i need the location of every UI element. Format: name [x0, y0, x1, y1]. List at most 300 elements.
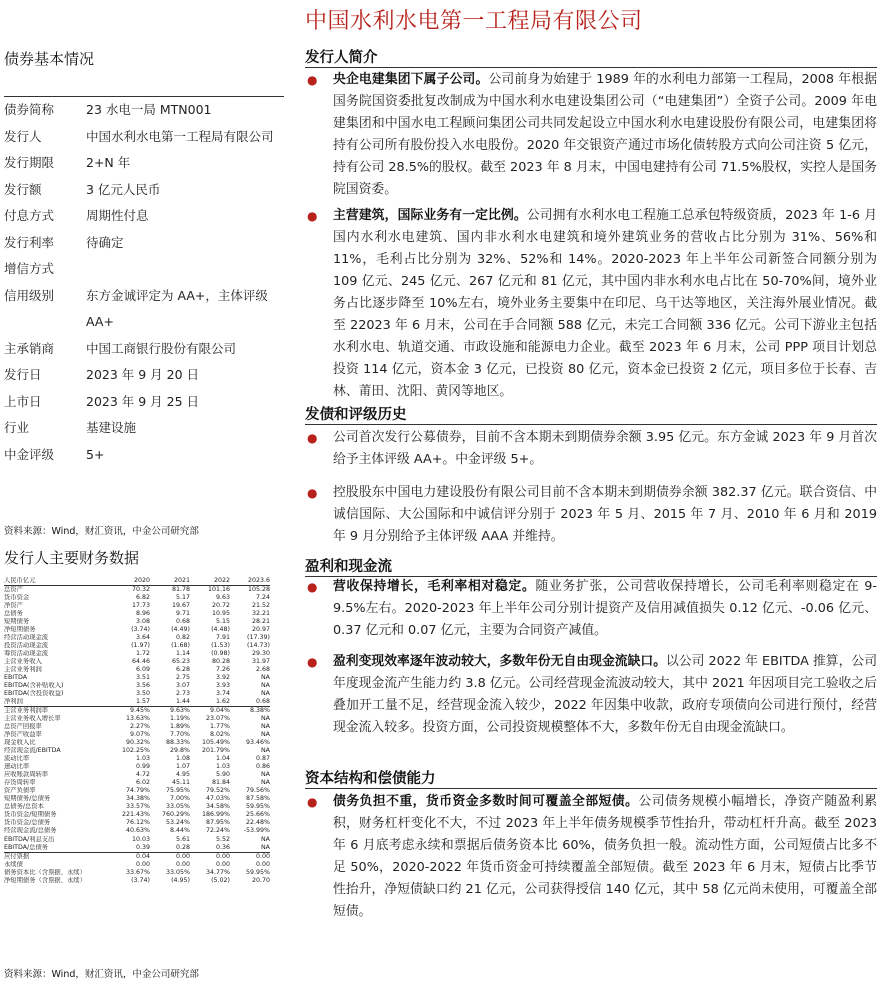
fin-cell: 102.25%: [121, 747, 150, 755]
bullet-dot-icon: ●: [307, 580, 318, 594]
fin-cell: 101.16: [207, 586, 230, 594]
fin-cell: 0.00: [135, 860, 150, 868]
fin-row-label: 主营业务收入增长率: [4, 715, 61, 723]
fin-cell: 6.28: [175, 666, 190, 674]
fin-cell: 9.07%: [129, 731, 150, 739]
bond-row-value: 3 亿元人民币: [86, 181, 161, 197]
fin-cell: 22.48%: [245, 819, 270, 827]
fin-cell: 105.49%: [201, 739, 230, 747]
fin-row-label: 主营业务利润率: [4, 707, 49, 715]
fin-cell: 3.74: [215, 690, 230, 698]
fin-cell: 9.63: [215, 594, 230, 602]
fin-source-note: 资料来源：Wind，财汇资讯，中金公司研究部: [4, 969, 199, 980]
section-heading-capital: 资本结构和偿债能力: [305, 771, 436, 787]
fin-cell: 32.21: [251, 610, 270, 618]
fin-cell: 6.82: [135, 594, 150, 602]
fin-cell: 3.64: [135, 634, 150, 642]
fin-row: [4, 787, 270, 795]
fin-cell: 2.75: [175, 674, 190, 682]
fin-cell: 2.27%: [129, 723, 150, 731]
fin-row: [4, 739, 270, 747]
fin-row: [4, 594, 270, 602]
bond-row: [4, 256, 284, 283]
fin-cell: 72.24%: [205, 827, 230, 835]
fin-cell: 5.17: [175, 594, 190, 602]
fin-row-label: 货币资金: [4, 594, 30, 602]
fin-cell: 13.63%: [125, 715, 150, 723]
fin-row-label: EBITDA/利息支出: [4, 835, 55, 843]
fin-cell: NA: [260, 682, 270, 690]
bond-row-label: 发行期限: [4, 155, 55, 170]
fin-row: [4, 827, 270, 835]
section-heading-rating: 发债和评级历史: [305, 407, 407, 423]
bond-row-value: 中国工商银行股份有限公司: [86, 340, 237, 356]
bond-row-value: 2023 年 9 月 20 日: [86, 367, 200, 382]
section-heading-profit: 盈利和现金流: [305, 559, 392, 575]
fin-cell: 1.04: [215, 755, 230, 763]
fin-cell: 5.52: [215, 835, 230, 843]
fin-cell: 1.89%: [169, 723, 190, 731]
fin-row: [4, 626, 270, 634]
fin-cell: 9.45%: [129, 707, 150, 715]
fin-cell: 5.15: [215, 618, 230, 626]
fin-cell: 8.96: [135, 610, 150, 618]
fin-cell: 59.95%: [245, 868, 270, 876]
fin-cell: 1.77%: [209, 723, 230, 731]
fin-cell: 53.24%: [165, 819, 190, 827]
fin-cell: 0.00: [175, 852, 190, 860]
fin-cell: 3.07: [175, 682, 190, 690]
fin-cell: 5.90: [215, 771, 230, 779]
fin-column-header: 2021: [173, 577, 190, 584]
bullet-rating-2: [305, 482, 877, 548]
fin-cell: 3.50: [135, 690, 150, 698]
fin-cell: 28.21: [251, 618, 270, 626]
bond-row-value: 东方金诚评定为 AA+，主体评级 AA+: [86, 287, 268, 329]
fin-row-label: 主营业务收入: [4, 658, 42, 666]
fin-cell: 4.72: [135, 771, 150, 779]
bond-row: [4, 124, 284, 151]
fin-cell: 34.38%: [125, 795, 150, 803]
bullet-dot-icon: ●: [307, 73, 318, 87]
fin-section-heading: 发行人主要财务数据: [4, 549, 140, 567]
fin-row: [4, 731, 270, 739]
fin-row-label: 净利润: [4, 698, 23, 706]
bullet-text: 公司债务规模小幅增长，净资产随盈利累积，财务杠杆变化不大，不过 2023 年上半年债务规模季节性抬升，带动杠杆升高。截至 2023 年 6 月底考虑永续和票据后债务资本比 60%，债务负担一般。流动性方面，公司短债占比多不足 50%，2020-2022 年货币资金可持续覆盖全部短债。截至 2023 年 6 月末，短债占比季节性抬升，净短债缺口约 21 亿元，公司获得授信 140 亿元，其中 58 亿元尚未使用，可覆盖全部短债。: [333, 794, 878, 919]
fin-cell: 0.86: [255, 763, 270, 771]
fin-cell: 9.04%: [209, 707, 230, 715]
bond-row-label: 增信方式: [4, 261, 55, 276]
fin-row-label: 总债务/总资本: [4, 803, 44, 811]
fin-row: [4, 674, 270, 682]
fin-row: [4, 658, 270, 666]
page-title: 中国水利水电第一工程局有限公司: [305, 9, 643, 34]
bullet-issuer-1: [305, 69, 877, 201]
bullet-capital-1: [305, 791, 877, 923]
fin-cell: 70.32: [131, 586, 150, 594]
fin-cell: 3.92: [215, 674, 230, 682]
bond-row-label: 主承销商: [4, 340, 55, 356]
fin-row-label: 货币资金/总债务: [4, 819, 51, 827]
fin-cell: 0.82: [175, 634, 190, 642]
bullet-dot-icon: ●: [307, 655, 318, 669]
fin-row-label: 总资产回报率: [4, 723, 42, 731]
fin-row: [4, 771, 270, 779]
fin-cell: 88.33%: [165, 739, 190, 747]
fin-cell: 9.63%: [169, 707, 190, 715]
section-divider: [305, 67, 877, 68]
fin-cell: 1.62: [215, 698, 230, 706]
fin-cell: 34.58%: [205, 803, 230, 811]
fin-cell: 21.52: [251, 602, 270, 610]
fin-row-label: 资产负债率: [4, 787, 36, 795]
fin-cell: 1.03: [215, 763, 230, 771]
fin-row-label: 短期债务: [4, 618, 30, 626]
bond-row: [4, 150, 284, 177]
fin-cell: 19.67: [171, 602, 190, 610]
fin-column-header: 2022: [213, 577, 230, 584]
fin-cell: 34.77%: [205, 868, 230, 876]
fin-row-label: 债务资本比（含票据、永续）: [4, 868, 86, 876]
fin-cell: 8.44%: [169, 827, 190, 835]
fin-row-label: 货币资金/短期债务: [4, 811, 57, 819]
fin-row: [4, 877, 270, 885]
fin-cell: 0.39: [135, 843, 150, 851]
fin-row: [4, 586, 270, 594]
fin-cell: 1.07: [175, 763, 190, 771]
fin-cell: (0.98): [211, 650, 230, 658]
fin-row-label: 总资产: [4, 586, 23, 594]
bullet-bold: 营收保持增长，毛利率相对稳定。: [333, 579, 536, 594]
fin-row-label: EBITDA(含补贴收入): [4, 682, 64, 690]
fin-cell: 760.29%: [161, 811, 190, 819]
bullet-text: 控股股东中国电力建设股份有限公司目前不含本期未到期债券余额 382.37 亿元。联合资信、中诚信国际、大公国际和中诚信评分别于 2023 年 5 月、2015 年 7 月、2010 年 6 月和 2019 年 9 月分别给予主体评级 AAA 并维持。: [333, 485, 877, 544]
fin-cell: (4.95): [171, 876, 190, 884]
fin-cell: (3.74): [131, 626, 150, 634]
fin-cell: 9.71: [175, 610, 190, 618]
fin-cell: 1.57: [135, 698, 150, 706]
fin-cell: 7.24: [255, 594, 270, 602]
fin-cell: 29.8%: [169, 747, 190, 755]
fin-row-label: 短期债务/总债务: [4, 795, 51, 803]
fin-cell: NA: [260, 747, 270, 755]
fin-row: [4, 763, 270, 771]
fin-cell: 3.51: [135, 674, 150, 682]
bond-row-value: 23 水电一局 MTN001: [86, 102, 212, 117]
fin-row-label: 应收账款周转率: [4, 771, 49, 779]
fin-row: [4, 723, 270, 731]
fin-cell: 2.73: [175, 690, 190, 698]
fin-row: [4, 715, 270, 723]
fin-cell: 10.03: [131, 835, 150, 843]
fin-cell: 8.02%: [209, 731, 230, 739]
fin-row-label: EBITDA/总债务: [4, 843, 49, 851]
bullet-dot-icon: ●: [307, 431, 318, 445]
bond-row-label: 发行人: [4, 128, 42, 144]
fin-cell: 1.08: [175, 755, 190, 763]
fin-row-label: 永续债: [4, 860, 23, 868]
fin-row-label: 存货周转率: [4, 779, 36, 787]
fin-cell: (1.68): [171, 642, 190, 650]
fin-row-label: 筹资活动现金流: [4, 650, 49, 658]
fin-cell: 20.70: [251, 876, 270, 884]
bond-row: [4, 177, 284, 204]
fin-cell: 4.95: [175, 771, 190, 779]
fin-cell: 7.91: [215, 634, 230, 642]
fin-cell: 31.97: [251, 658, 270, 666]
fin-cell: 3.93: [215, 682, 230, 690]
fin-cell: NA: [260, 779, 270, 787]
bullet-text: 公司拥有水利水电工程施工总承包特级资质，2023 年 1-6 月国内水利水电建筑、国内非水利水电建筑和境外建筑业务的营收占比分别为 31%、56%和 11%，毛利占比分别为 32%、52%和 14%。2020-2023 年上半年公司新签合同额分别为 109 亿元、245 亿元、267 亿元和 81 亿元，其中国内非水利水电占比在 50-70%间，境外业务占比逐步降至 10%左右，境外业务主要集中在印尼、乌干达等地区，关注海外展业情况。截至 22023 年 6 月末，公司在手合同额 588 亿元，未完工合同额 336 亿元。公司下游业主包括水利水电、轨道交通、市政设施和能源电力企业。截至 2023 年 6 月末，公司 PPP 项目计划总投资 114 亿元，资本金 3 亿元，已投资 80 亿元，资本金已投资 2 亿元，项目多位于长春、吉林、莆田、沈阳、黄冈等地区。: [333, 208, 878, 399]
bond-row: [4, 283, 284, 336]
fin-cell: 45.11: [171, 779, 190, 787]
fin-row: [4, 610, 270, 618]
fin-cell: 74.79%: [125, 787, 150, 795]
section-divider: [305, 788, 877, 789]
bullet-text: 公司首次发行公募债券，目前不含本期未到期债券余额 3.95 亿元。东方金诚 2023 年 9 月首次给予主体评级 AA+。中金评级 5+。: [333, 430, 877, 467]
fin-cell: 0.04: [135, 852, 150, 860]
fin-row-label: 主营业务利润: [4, 666, 42, 674]
bullet-text: 公司前身为始建于 1989 年的水利电力部第一工程局，2008 年根据国务院国资委批复改制成为中国水利水电建设集团公司（“电建集团”）全资子公司。2009 年电建集团和中国水电工程顾问集团公司共同发起设立中国水利水电建设股份有限公司，电建集团将持有公司所有股份投入水电股份。2020 年交银资产通过市场化债转股方式向公司注资 5 亿元，持有公司 28.5%的股权。截至 2023 年 8 月末，中国电建持有公司 71.5%股权，实控人是国务院国资委。: [333, 72, 877, 197]
fin-cell: 7.70%: [169, 731, 190, 739]
bond-row-value: 待确定: [86, 234, 124, 250]
fin-row: [4, 690, 270, 698]
bond-row: [4, 442, 284, 469]
fin-row-label: 现金收入比: [4, 739, 36, 747]
fin-cell: 1.44: [175, 698, 190, 706]
fin-row: [4, 844, 270, 853]
fin-cell: (5.02): [211, 876, 230, 884]
bullet-profit-2: [305, 651, 877, 739]
fin-row-label: EBITDA(含投资收益): [4, 690, 64, 698]
fin-row: [4, 795, 270, 803]
fin-row: [4, 707, 270, 715]
fin-cell: 20.72: [211, 602, 230, 610]
fin-column-header: 2023.6: [247, 577, 270, 584]
fin-cell: 8.38%: [249, 707, 270, 715]
fin-cell: 75.95%: [165, 787, 190, 795]
fin-cell: NA: [260, 674, 270, 682]
fin-cell: 33.05%: [165, 803, 190, 811]
fin-cell: 0.00: [215, 852, 230, 860]
fin-cell: 76.12%: [125, 819, 150, 827]
fin-cell: 33.05%: [165, 868, 190, 876]
bond-row-value: 2+N 年: [86, 155, 131, 170]
fin-cell: 3.56: [135, 682, 150, 690]
fin-cell: NA: [260, 723, 270, 731]
fin-cell: 90.32%: [125, 739, 150, 747]
fin-cell: 10.95: [211, 610, 230, 618]
fin-row: [4, 650, 270, 658]
fin-cell: 20.97: [251, 626, 270, 634]
fin-cell: 80.28: [211, 658, 230, 666]
bond-row-value: [86, 256, 284, 283]
bond-row: [4, 362, 284, 389]
bond-row: [4, 230, 284, 257]
fin-cell: (1.53): [211, 642, 230, 650]
bond-row-label: 上市日: [4, 393, 42, 409]
fin-cell: 105.28: [247, 586, 270, 594]
fin-cell: 186.99%: [201, 811, 230, 819]
fin-cell: NA: [260, 731, 270, 739]
fin-cell: 59.95%: [245, 803, 270, 811]
bond-row: [4, 389, 284, 416]
fin-cell: 0.28: [175, 843, 190, 851]
fin-cell: 1.72: [135, 650, 150, 658]
fin-row: [4, 634, 270, 642]
fin-cell: 0.36: [215, 843, 230, 851]
bullet-rating-1: [305, 427, 877, 471]
fin-row: [4, 602, 270, 610]
fin-cell: 5.61: [175, 835, 190, 843]
fin-cell: 0.99: [135, 763, 150, 771]
fin-cell: 17.73: [131, 602, 150, 610]
fin-cell: 201.79%: [201, 747, 230, 755]
financial-table: [4, 577, 270, 885]
fin-row-label: 投资活动现金流: [4, 642, 49, 650]
bond-row: [4, 336, 284, 363]
bond-row-value: 5+: [86, 446, 105, 462]
fin-cell: NA: [260, 843, 270, 851]
bullet-bold: 债务负担不重，货币资金多数时间可覆盖全部短债。: [333, 794, 639, 809]
bond-info-table: [4, 96, 284, 468]
fin-cell: 64.46: [131, 658, 150, 666]
bond-row-value: 中国水利水电第一工程局有限公司: [86, 128, 274, 144]
fin-cell: 25.66%: [245, 811, 270, 819]
fin-cell: 79.56%: [245, 787, 270, 795]
fin-cell: 0.00: [215, 860, 230, 868]
fin-cell: 221.43%: [121, 811, 150, 819]
fin-column-header: 2020: [133, 577, 150, 584]
fin-cell: 0.68: [175, 618, 190, 626]
fin-row-label: 流动比率: [4, 755, 30, 763]
section-divider: [305, 424, 877, 425]
bond-row-label: 信用级别: [4, 287, 55, 303]
fin-cell: 0.00: [175, 860, 190, 868]
bond-source-note: 资料来源：Wind，财汇资讯，中金公司研究部: [4, 526, 199, 537]
fin-row-label: 净短期债务: [4, 626, 36, 634]
fin-row: [4, 811, 270, 819]
bullet-bold: 盈利变现效率逐年波动较大，多数年份无自由现金流缺口。: [333, 654, 667, 669]
bullet-dot-icon: ●: [307, 486, 318, 500]
fin-cell: 7.26: [215, 666, 230, 674]
bond-row-value: 2023 年 9 月 25 日: [86, 393, 200, 409]
bond-row-label: 发行日: [4, 367, 42, 382]
fin-cell: NA: [260, 771, 270, 779]
fin-row-label: 净短期债务（含票据、永续）: [4, 876, 86, 884]
bond-row: [4, 97, 284, 124]
fin-cell: 7.00%: [169, 795, 190, 803]
fin-cell: 33.57%: [125, 803, 150, 811]
fin-row: [4, 618, 270, 626]
fin-row-label: 速动比率: [4, 763, 30, 771]
fin-cell: (14.73): [247, 642, 270, 650]
fin-row-label: 净资产: [4, 602, 23, 610]
fin-row: [4, 836, 270, 844]
fin-cell: 1.14: [175, 650, 190, 658]
bond-row-label: 发行额: [4, 181, 42, 197]
fin-row: [4, 698, 270, 707]
fin-cell: 81.78: [171, 586, 190, 594]
fin-row: [4, 853, 270, 861]
fin-cell: 6.02: [135, 779, 150, 787]
fin-cell: (4.48): [211, 626, 230, 634]
fin-cell: 87.95%: [205, 819, 230, 827]
fin-cell: 0.87: [255, 755, 270, 763]
fin-cell: (1.97): [131, 642, 150, 650]
fin-row: [4, 803, 270, 811]
fin-row: [4, 779, 270, 787]
fin-cell: 6.09: [135, 666, 150, 674]
bond-row: [4, 415, 284, 442]
fin-row-label: 应付票据: [4, 852, 30, 860]
fin-cell: 93.46%: [245, 739, 270, 747]
fin-cell: NA: [260, 835, 270, 843]
fin-column-header: 人民币亿元: [4, 577, 36, 584]
fin-header-row: [4, 577, 270, 586]
fin-cell: NA: [260, 715, 270, 723]
bond-row-label: 行业: [4, 420, 30, 435]
fin-cell: NA: [260, 690, 270, 698]
fin-cell: 79.52%: [205, 787, 230, 795]
bullet-dot-icon: ●: [307, 795, 318, 809]
fin-cell: (3.74): [131, 876, 150, 884]
fin-row: [4, 755, 270, 763]
fin-cell: -53.99%: [243, 827, 270, 835]
fin-row: [4, 861, 270, 869]
fin-cell: 47.03%: [205, 795, 230, 803]
fin-cell: 23.07%: [205, 715, 230, 723]
fin-cell: 0.00: [255, 860, 270, 868]
fin-row: [4, 642, 270, 650]
fin-row: [4, 747, 270, 755]
fin-cell: (17.39): [247, 634, 270, 642]
bond-row-label: 发行利率: [4, 234, 55, 250]
fin-row-label: EBITDA: [4, 674, 28, 682]
fin-row-label: 净资产收益率: [4, 731, 42, 739]
bond-row-label: 中金评级: [4, 446, 55, 462]
fin-row-label: 经营活动现金流: [4, 634, 49, 642]
fin-cell: 0.00: [255, 852, 270, 860]
fin-cell: 0.68: [255, 698, 270, 706]
fin-cell: 2.68: [255, 666, 270, 674]
bond-row: [4, 203, 284, 230]
fin-cell: 3.08: [135, 618, 150, 626]
bond-row-label: 债券简称: [4, 102, 55, 117]
bullet-dot-icon: ●: [307, 209, 318, 223]
fin-cell: 40.63%: [125, 827, 150, 835]
fin-row: [4, 666, 270, 674]
fin-row-label: 经营现金流/总债务: [4, 827, 57, 835]
fin-cell: 1.03: [135, 755, 150, 763]
fin-cell: 87.58%: [245, 795, 270, 803]
fin-cell: 65.23: [171, 658, 190, 666]
fin-cell: 29.30: [251, 650, 270, 658]
bullet-profit-1: [305, 576, 877, 642]
bullet-text: 以公司 2022 年 EBITDA 推算，公司年度现金流产生能力约 3.8 亿元。公司经营现金流波动较大，其中 2021 年因项目完工验收之后叠加开工量不足，经营现金流入较少，2022 年因集中收款，政府专项债向公司进行预付，经营现金流入较多。投资方面，公司投资规模整体不大，多数年份无自由现金流缺口。: [333, 654, 877, 735]
bullet-bold: 央企电建集团下属子公司。: [333, 72, 489, 87]
bullet-text: 随业务扩张，公司营收保持增长，公司毛利率则稳定在 9-9.5%左右。2020-2023 年上半年公司分别计提资产及信用减值损失 0.12 亿元、-0.06 亿元、0.37 亿元和 0.07 亿元，主要为合同资产减值。: [333, 579, 878, 638]
fin-row-label: 经营现金流/EBITDA: [4, 747, 61, 755]
bond-row-value: 基建设施: [86, 420, 137, 435]
fin-cell: 33.67%: [125, 868, 150, 876]
fin-cell: 81.84: [211, 779, 230, 787]
bond-section-heading: 债券基本情况: [4, 50, 95, 68]
bullet-issuer-2: [305, 205, 877, 403]
fin-row: [4, 869, 270, 877]
fin-row: [4, 682, 270, 690]
fin-row-label: 总债务: [4, 610, 23, 618]
